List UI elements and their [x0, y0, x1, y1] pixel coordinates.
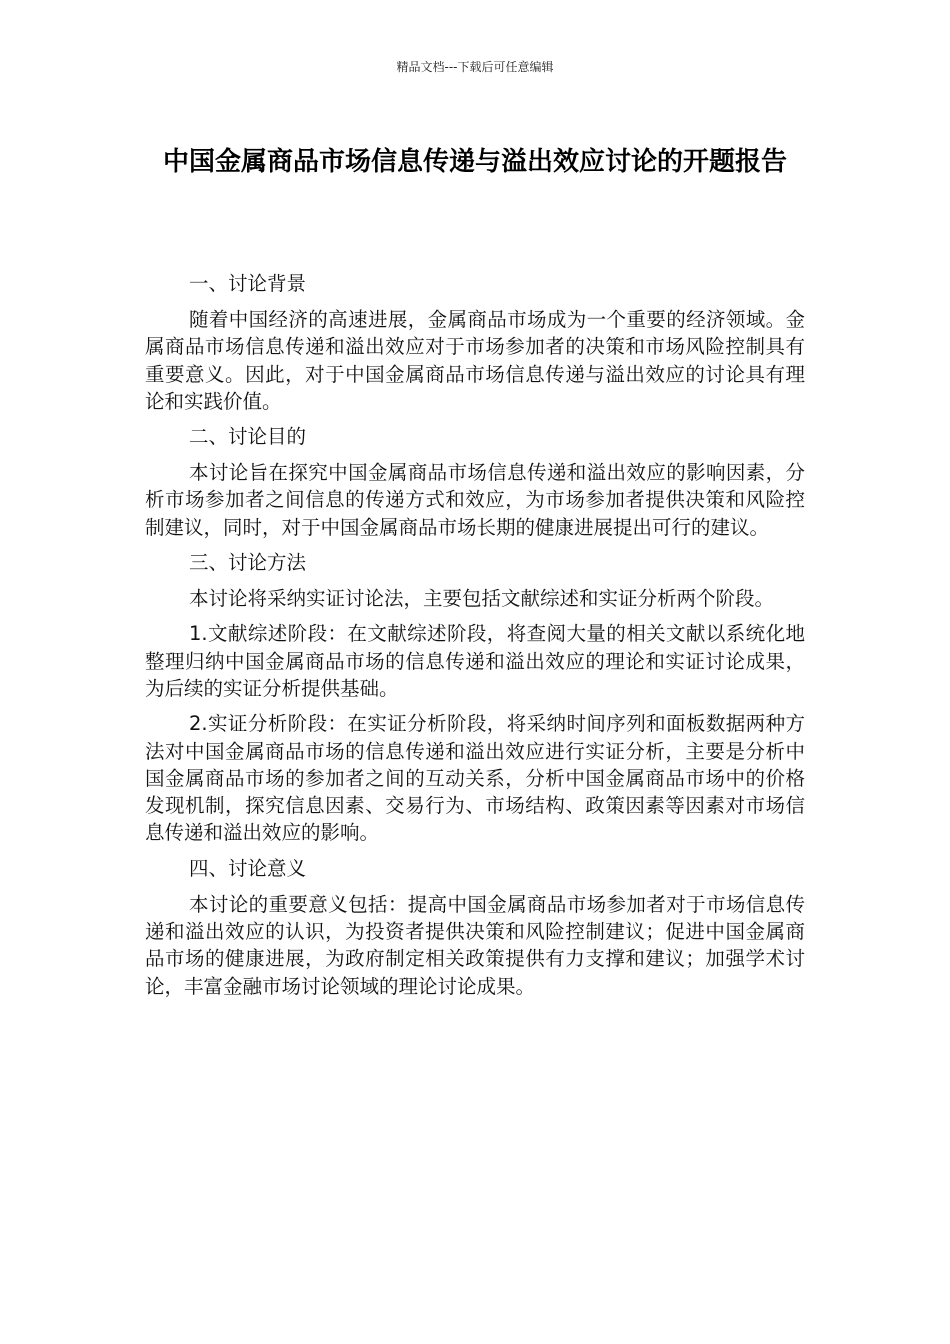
section-heading: 三、讨论方法 — [189, 551, 307, 575]
section-heading: 二、讨论目的 — [189, 425, 307, 449]
paragraph: 本讨论的重要意义包括：提高中国金属商品市场参加者对于市场信息传递和溢出效应的认识，为投资者提供决策和风险控制建议；促进中国金属商品市场的健康进展，为政府制定相关政策提供有力支撑和建议；加强学术讨论，丰富金融市场讨论领域的理论讨论成果。 — [145, 892, 805, 998]
document-title: 中国金属商品市场信息传递与溢出效应讨论的开题报告 — [162, 147, 787, 177]
section-purpose — [145, 423, 805, 541]
document-body — [145, 270, 805, 1008]
section-significance — [145, 855, 805, 1000]
paragraph: 本讨论旨在探究中国金属商品市场信息传递和溢出效应的影响因素，分析市场参加者之间信息的传递方式和效应，为市场参加者提供决策和风险控制建议，同时，对于中国金属商品市场长期的健康进展提出可行的建议。 — [145, 461, 805, 539]
page-header-note: 精品文档---下载后可任意编辑 — [396, 60, 554, 74]
section-heading: 一、讨论背景 — [189, 272, 307, 295]
paragraph: 2.实证分析阶段：在实证分析阶段，将采纳时间序列和面板数据两种方法对中国金属商品市场的信息传递和溢出效应进行实证分析，主要是分析中国金属商品市场的参加者之间的互动关系，分析中国金属商品市场中的价格发现机制，探究信息因素、交易行为、市场结构、政策因素等因素对市场信息传递和溢出效应的影响。 — [145, 712, 805, 845]
paragraph: 随着中国经济的高速进展，金属商品市场成为一个重要的经济领域。金属商品市场信息传递和溢出效应对于市场参加者的决策和市场风险控制具有重要意义。因此，对于中国金属商品市场信息传递与溢出效应的讨论具有理论和实践价值。 — [145, 308, 805, 413]
section-method — [145, 549, 805, 847]
section-background — [145, 270, 805, 415]
paragraph: 本讨论将采纳实证讨论法，主要包括文献综述和实证分析两个阶段。 — [189, 587, 775, 611]
paragraph: 1.文献综述阶段：在文献综述阶段，将查阅大量的相关文献以系统化地整理归纳中国金属商品市场的信息传递和溢出效应的理论和实证讨论成果，为后续的实证分析提供基础。 — [145, 622, 805, 700]
section-heading: 四、讨论意义 — [189, 856, 307, 880]
